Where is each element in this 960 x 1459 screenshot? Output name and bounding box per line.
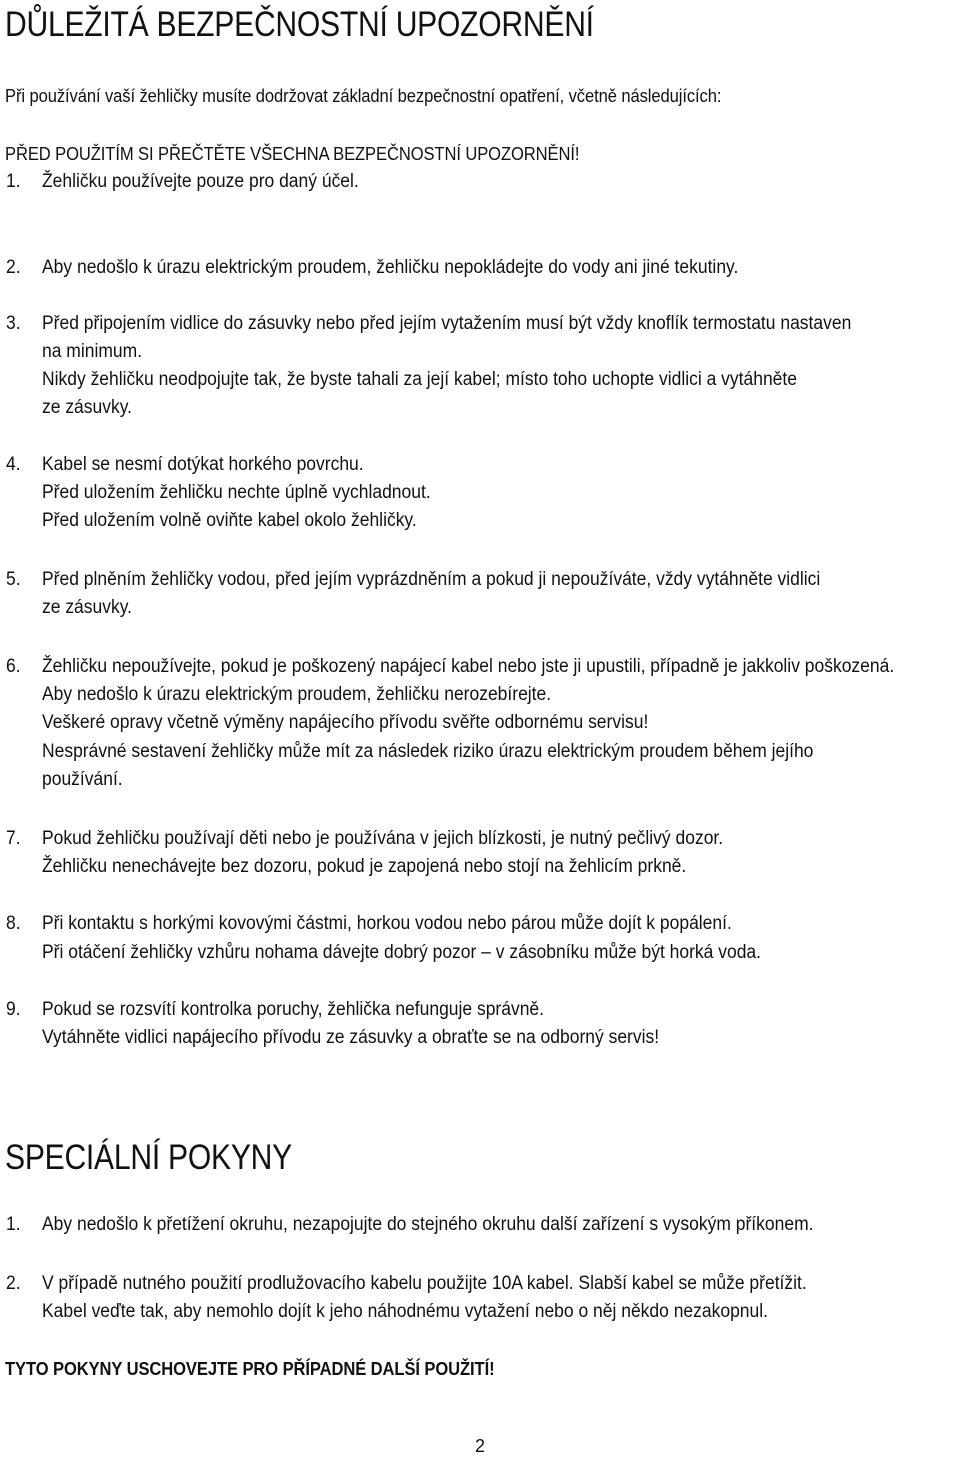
intro-text: Při používání vaší žehličky musíte dodržovat základní bezpečnostní opatření, včetně následujících: bbox=[5, 86, 722, 106]
special-item-number: 1. bbox=[6, 1214, 21, 1235]
item-text: Před uložením žehličku nechte úplně vychladnout. bbox=[42, 482, 431, 503]
special-item-number: 2. bbox=[6, 1273, 21, 1294]
item-text: Veškeré opravy včetně výměny napájecího přívodu svěřte odbornému servisu! bbox=[42, 712, 649, 733]
item-text: Žehličku nepoužívejte, pokud je poškozený napájecí kabel nebo jste ji upustili, případně je jakkoliv poškozená. bbox=[42, 656, 895, 677]
item-text: Při kontaktu s horkými kovovými částmi, horkou vodou nebo párou může dojít k popálení. bbox=[42, 913, 732, 934]
keep-instructions-note: TYTO POKYNY USCHOVEJTE PRO PŘÍPADNÉ DALŠÍ POUŽITÍ! bbox=[5, 1359, 495, 1379]
item-text: Pokud žehličku používají děti nebo je používána v jejich blízkosti, je nutný pečlivý dozor. bbox=[42, 828, 724, 849]
item-text: Při otáčení žehličky vzhůru nohama dávejte dobrý pozor – v zásobníku může být horká voda. bbox=[42, 942, 762, 963]
page-number: 2 bbox=[475, 1436, 486, 1456]
item-text: Kabel se nesmí dotýkat horkého povrchu. bbox=[42, 454, 364, 475]
item-text: Žehličku nenechávejte bez dozoru, pokud je zapojená nebo stojí na žehlicím prkně. bbox=[42, 856, 687, 877]
item-text: Vytáhněte vidlici napájecího přívodu ze zásuvky a obraťte se na odborný servis! bbox=[42, 1027, 660, 1048]
item-text: Žehličku používejte pouze pro daný účel. bbox=[42, 171, 359, 192]
page-title: DŮLEŽITÁ BEZPEČNOSTNÍ UPOZORNĚNÍ bbox=[5, 5, 594, 44]
read-all-warning: PŘED POUŽITÍM SI PŘEČTĚTE VŠECHNA BEZPEČNOSTNÍ UPOZORNĚNÍ! bbox=[5, 144, 580, 164]
item-number: 8. bbox=[6, 913, 21, 934]
item-number: 1. bbox=[6, 171, 21, 192]
item-number: 4. bbox=[6, 454, 21, 475]
item-number: 7. bbox=[6, 828, 21, 849]
item-text: Nesprávné sestavení žehličky může mít za následek riziko úrazu elektrickým proudem během jejího bbox=[42, 741, 814, 762]
item-text: ze zásuvky. bbox=[42, 597, 133, 618]
item-number: 5. bbox=[6, 569, 21, 590]
item-text: používání. bbox=[42, 769, 123, 790]
item-text: na minimum. bbox=[42, 341, 143, 362]
special-instructions-title: SPECIÁLNÍ POKYNY bbox=[5, 1138, 292, 1177]
item-text: Před připojením vidlice do zásuvky nebo před jejím vytažením musí být vždy knoflík termostatu nastaven bbox=[42, 313, 852, 334]
item-text: Aby nedošlo k úrazu elektrickým proudem, žehličku nepokládejte do vody ani jiné tekutiny. bbox=[42, 257, 739, 278]
item-number: 9. bbox=[6, 999, 21, 1020]
item-number: 3. bbox=[6, 313, 21, 334]
item-number: 2. bbox=[6, 257, 21, 278]
special-item-text: V případě nutného použití prodlužovacího kabelu použijte 10A kabel. Slabší kabel se může přetížit. bbox=[42, 1273, 807, 1294]
item-text: Pokud se rozsvítí kontrolka poruchy, žehlička nefunguje správně. bbox=[42, 999, 545, 1020]
item-text: ze zásuvky. bbox=[42, 397, 133, 418]
special-item-text: Aby nedošlo k přetížení okruhu, nezapojujte do stejného okruhu další zařízení s vysokým příkonem. bbox=[42, 1214, 814, 1235]
item-text: Nikdy žehličku neodpojujte tak, že byste tahali za její kabel; místo toho uchopte vidlici a vytáhněte bbox=[42, 369, 797, 390]
item-number: 6. bbox=[6, 656, 21, 677]
item-text: Před plněním žehličky vodou, před jejím vyprázdněním a pokud ji nepoužíváte, vždy vytáhněte vidlici bbox=[42, 569, 821, 590]
item-text: Aby nedošlo k úrazu elektrickým proudem, žehličku nerozebírejte. bbox=[42, 684, 552, 705]
item-text: Před uložením volně oviňte kabel okolo žehličky. bbox=[42, 510, 417, 531]
special-item-text: Kabel veďte tak, aby nemohlo dojít k jeho náhodnému vytažení nebo o něj někdo nezakopnul. bbox=[42, 1301, 768, 1322]
